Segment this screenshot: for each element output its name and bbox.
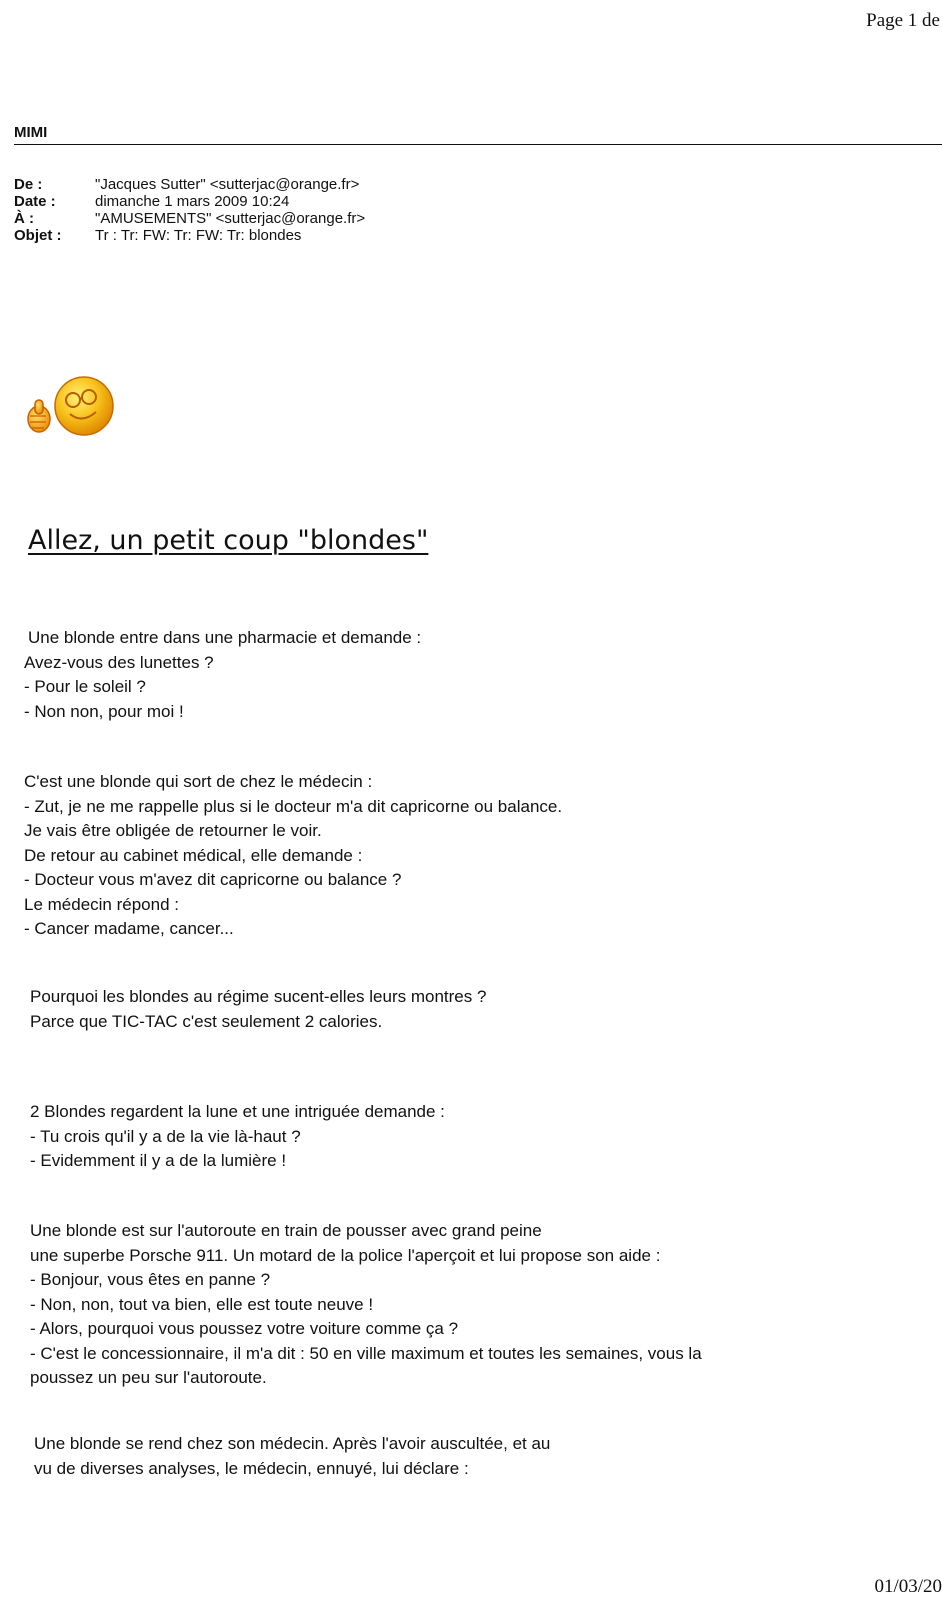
joke-diagnosis — [34, 1432, 550, 1481]
joke-line: C'est une blonde qui sort de chez le médecin : — [24, 772, 373, 791]
header-divider — [14, 144, 942, 145]
to-label: À : — [14, 210, 34, 227]
joke-line: Une blonde est sur l'autoroute en train de pousser avec grand peine — [30, 1221, 542, 1240]
joke-porsche — [30, 1219, 702, 1391]
joke-line: - Alors, pourquoi vous poussez votre voiture comme ça ? — [30, 1319, 459, 1338]
joke-line: poussez un peu sur l'autoroute. — [30, 1368, 267, 1387]
joke-line: vu de diverses analyses, le médecin, ennuyé, lui déclare : — [34, 1458, 469, 1478]
joke-line: une superbe Porsche 911. Un motard de la police l'aperçoit et lui propose son aide : — [30, 1245, 661, 1265]
joke-line: Pourquoi les blondes au régime sucent-elles leurs montres ? — [30, 987, 487, 1006]
joke-line: Le médecin répond : — [24, 894, 179, 914]
page-number: Page 1 de — [866, 10, 940, 31]
joke-line: - Zut, je ne me rappelle plus si le docteur m'a dit capricorne ou balance. — [24, 796, 563, 816]
joke-line: Je vais être obligée de retourner le voir. — [24, 821, 322, 840]
joke-line: - Cancer madame, cancer... — [24, 919, 234, 938]
joke-line: 2 Blondes regardent la lune et une intriguée demande : — [30, 1102, 445, 1121]
joke-line: Une blonde entre dans une pharmacie et demande : — [28, 628, 422, 647]
joke-line: De retour au cabinet médical, elle demande : — [24, 845, 363, 865]
joke-watches — [30, 985, 486, 1034]
email-header — [14, 176, 365, 244]
from-row — [14, 176, 365, 193]
joke-doctor — [24, 770, 562, 942]
joke-line: - Tu crois qu'il y a de la vie là-haut ? — [30, 1126, 301, 1146]
joke-line: - Non non, pour moi ! — [24, 701, 184, 721]
joke-line: Avez-vous des lunettes ? — [24, 652, 214, 672]
joke-line: Une blonde se rend chez son médecin. Après l'avoir auscultée, et au — [34, 1434, 551, 1453]
date-label: Date : — [14, 193, 56, 210]
joke-line: - Non, non, tout va bien, elle est toute neuve ! — [30, 1294, 374, 1314]
from-value: "Jacques Sutter" <sutterjac@orange.fr> — [95, 176, 360, 193]
joke-pharmacy — [24, 626, 421, 724]
page-title: Allez, un petit coup "blondes" — [28, 525, 429, 556]
subject-value: Tr : Tr: FW: Tr: FW: Tr: blondes — [95, 227, 302, 244]
date-value: dimanche 1 mars 2009 10:24 — [95, 193, 290, 210]
joke-line: - Docteur vous m'avez dit capricorne ou balance ? — [24, 870, 402, 889]
subject-label: Objet : — [14, 227, 62, 244]
date-row — [14, 193, 365, 210]
joke-line: - Pour le soleil ? — [24, 677, 146, 696]
joke-line: Parce que TIC-TAC c'est seulement 2 calories. — [30, 1011, 383, 1031]
to-value: "AMUSEMENTS" <sutterjac@orange.fr> — [95, 210, 366, 227]
joke-line: - Bonjour, vous êtes en panne ? — [30, 1270, 271, 1289]
joke-line: - C'est le concessionnaire, il m'a dit : 50 en ville maximum et toutes les semaines, vous la — [30, 1343, 702, 1363]
footer-date: 01/03/20 — [874, 1576, 942, 1597]
sender-name: MIMI — [14, 124, 48, 141]
joke-moon — [30, 1100, 445, 1174]
to-row — [14, 210, 365, 227]
from-label: De : — [14, 176, 43, 193]
subject-row — [14, 227, 365, 244]
joke-line: - Evidemment il y a de la lumière ! — [30, 1151, 287, 1170]
thumbs-up-smiley-icon — [26, 376, 122, 448]
